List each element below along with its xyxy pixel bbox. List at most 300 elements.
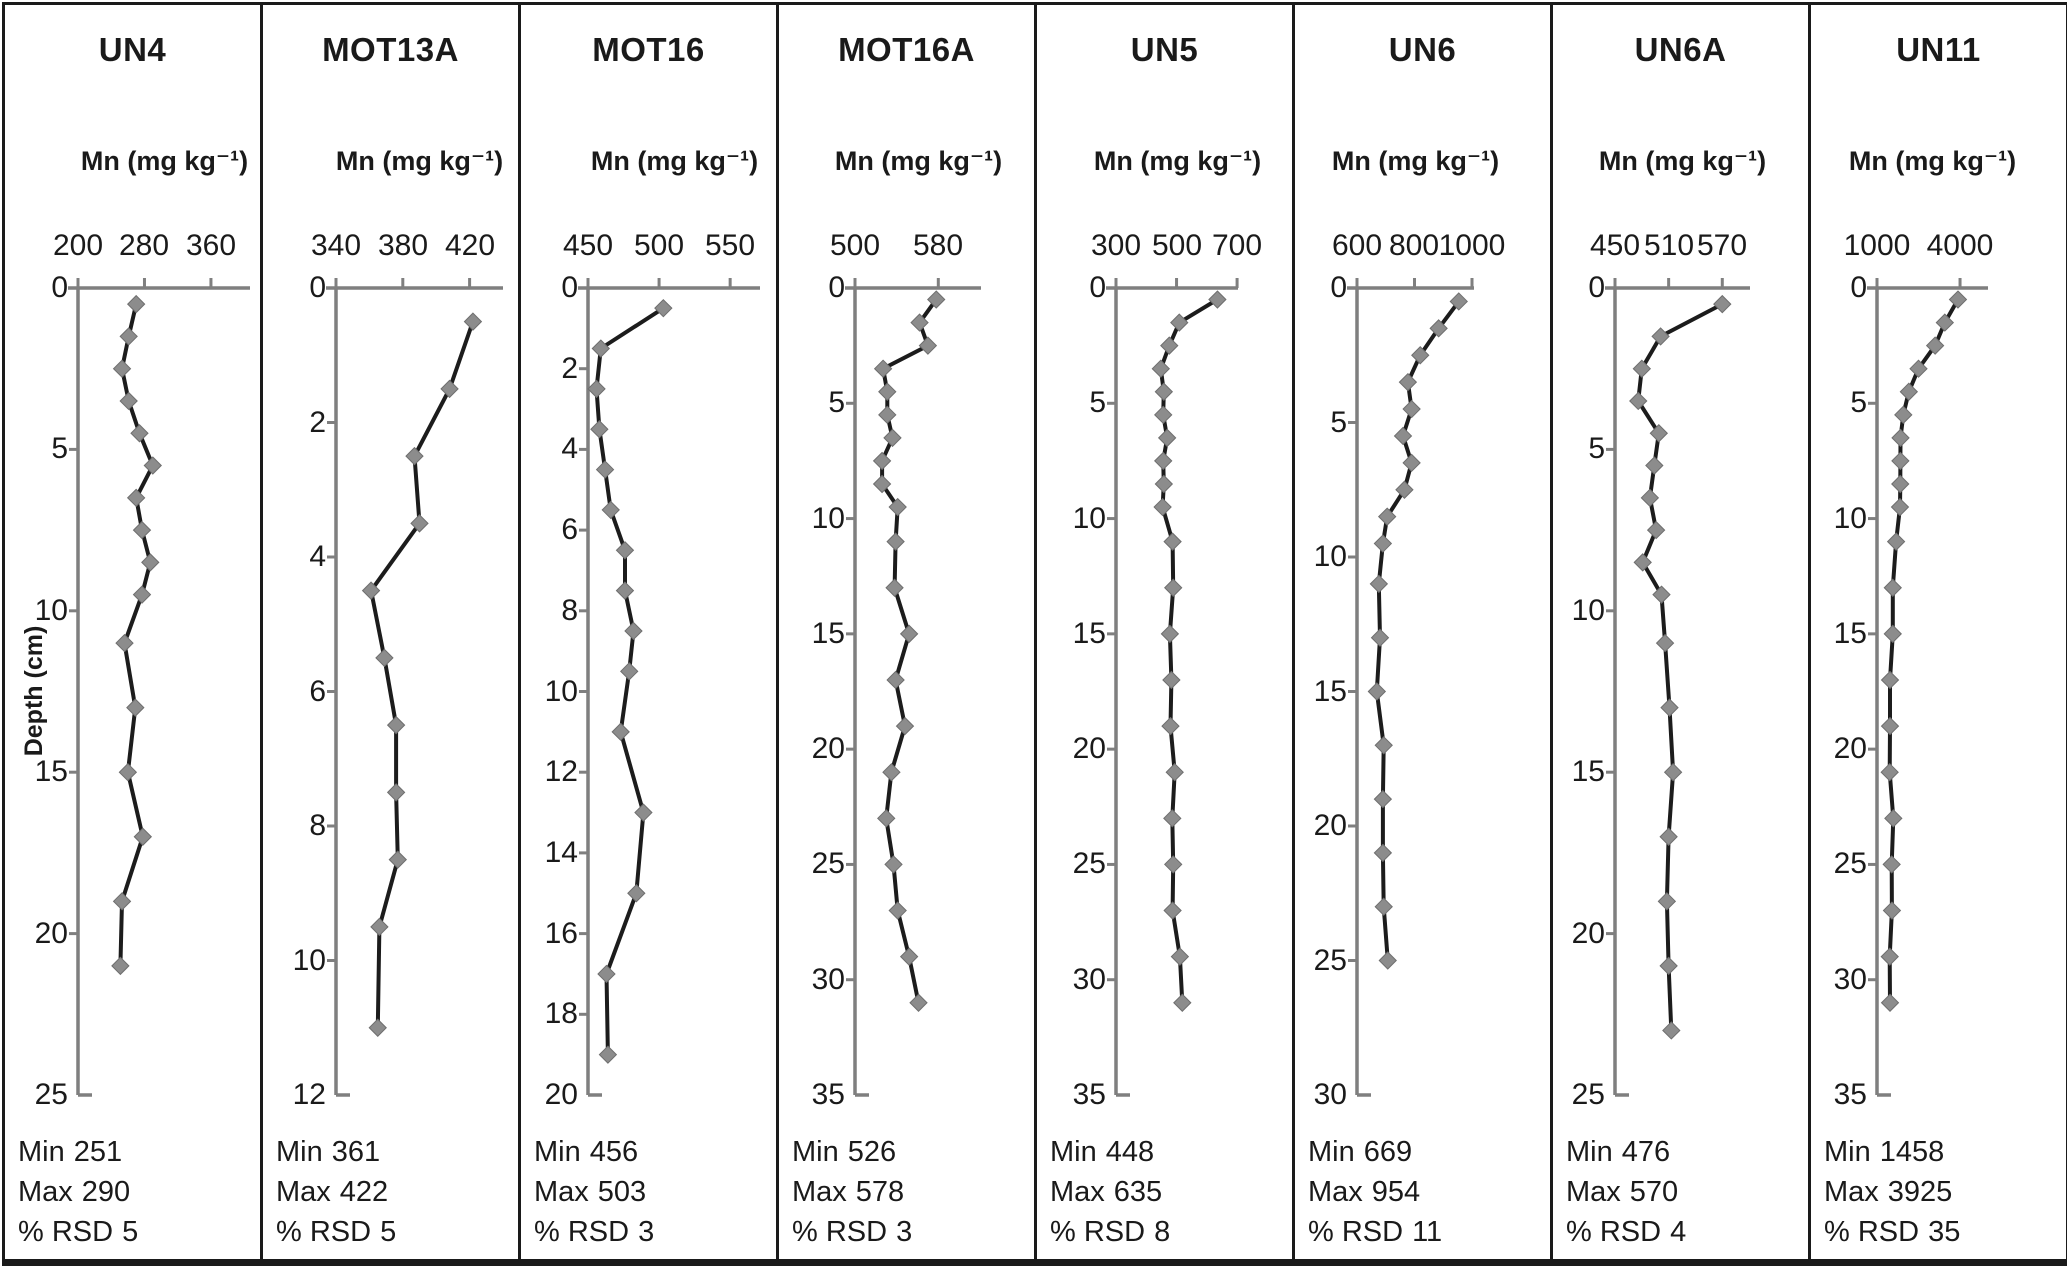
data-point-marker [1375,737,1392,754]
stat-rsd [792,1212,912,1252]
panel-title: UN11 [1896,31,1981,68]
x-tick-label: 340 [310,229,362,262]
y-tick-label: 12 [544,755,578,788]
stats-block [1824,1132,1960,1252]
stat-min-label: Min [276,1136,323,1168]
stat-rsd [1566,1212,1686,1252]
stats-block [792,1132,912,1252]
data-point-marker [1163,671,1180,688]
data-point-marker [1374,791,1391,808]
stat-rsd-value: 35 [1928,1216,1961,1248]
stat-min [1308,1132,1442,1172]
data-point-marker [120,328,137,345]
stat-rsd [1050,1212,1170,1252]
stat-min [276,1132,396,1172]
data-point-marker [1883,856,1900,873]
data-point-marker [1883,902,1900,919]
x-tick-label: 420 [444,229,496,262]
data-point-marker [127,699,144,716]
data-point-marker [1164,902,1181,919]
y-tick-label: 20 [544,1078,578,1111]
stat-max-value: 578 [855,1176,905,1208]
stats-block [1050,1132,1170,1252]
mn-profile-line [371,322,473,1028]
y-tick-label: 20 [1833,732,1867,765]
data-point-marker [1895,406,1912,423]
stat-rsd-label: % RSD [276,1216,372,1248]
y-tick-label: 30 [811,963,845,996]
y-tick-label: 5 [51,432,68,465]
y-tick-label: 25 [811,847,845,880]
data-point-marker [1164,533,1181,550]
data-point-marker [1661,699,1678,716]
stat-rsd-value: 5 [380,1216,397,1248]
stat-rsd-value: 5 [122,1216,139,1248]
x-axis-label: Mn (mg kg⁻¹) [590,146,759,176]
data-point-marker [388,784,405,801]
data-point-marker [1648,522,1665,539]
panel-title: MOT16 [592,31,705,68]
stat-rsd [1308,1212,1442,1252]
data-point-marker [371,918,388,935]
panel-title: UN6 [1388,31,1457,68]
panel-title: UN6A [1634,31,1727,68]
data-point-marker [1660,828,1677,845]
panel-title: MOT16A [838,31,975,68]
y-tick-label: 20 [1313,809,1347,842]
stat-rsd-label: % RSD [534,1216,630,1248]
data-point-marker [1374,535,1391,552]
data-point-marker [621,663,638,680]
stat-rsd-value: 11 [1412,1216,1443,1248]
x-tick-label: 500 [633,229,685,262]
x-axis-label: Mn (mg kg⁻¹) [1598,146,1767,176]
stat-rsd [1824,1212,1960,1252]
y-tick-label: 25 [1571,1078,1605,1111]
stat-min-label: Min [534,1136,581,1168]
data-point-marker [1165,856,1182,873]
data-point-marker [119,764,136,781]
x-tick-label: 800 [1388,229,1440,262]
data-point-marker [1161,625,1178,642]
stat-max-value: 422 [339,1176,389,1208]
stat-max-value: 635 [1113,1176,1163,1208]
stat-rsd [276,1212,396,1252]
data-point-marker [883,764,900,781]
y-tick-label: 0 [1330,271,1347,304]
stat-max-label: Max [1824,1176,1879,1208]
data-point-marker [1658,893,1675,910]
x-axis-label: Mn (mg kg⁻¹) [1848,146,2017,176]
depth-profile-chart [521,5,776,1259]
stat-rsd-label: % RSD [1824,1216,1920,1248]
stat-max [276,1172,396,1212]
stat-min-label: Min [1308,1136,1355,1168]
data-point-marker [1888,533,1905,550]
stat-max [1308,1172,1442,1212]
x-axis-label: Mn (mg kg⁻¹) [1093,146,1262,176]
stat-max [1050,1172,1170,1212]
data-point-marker [114,360,131,377]
data-point-marker [112,957,129,974]
panel-MOT13A [263,5,521,1259]
x-axis-label: Mn (mg kg⁻¹) [834,146,1003,176]
depth-profile-chart [1295,5,1550,1259]
y-tick-label: 0 [1850,271,1867,304]
stat-rsd-value: 3 [638,1216,655,1248]
data-point-marker [591,421,608,438]
x-axis-label: Mn (mg kg⁻¹) [335,146,504,176]
y-tick-label: 8 [309,809,326,842]
y-tick-label: 10 [811,502,845,535]
data-point-marker [133,522,150,539]
y-tick-label: 20 [34,917,68,950]
x-tick-label: 280 [118,229,170,262]
data-point-marker [1171,314,1188,331]
stat-max-value: 290 [81,1176,131,1208]
data-point-marker [134,828,151,845]
data-point-marker [1892,475,1909,492]
data-point-marker [1375,898,1392,915]
y-tick-label: 2 [561,352,578,385]
data-point-marker [1936,314,1953,331]
data-point-marker [1882,718,1899,735]
data-point-marker [875,360,892,377]
stat-min-value: 669 [1363,1136,1413,1168]
mn-profile-line [1161,300,1218,1003]
data-point-marker [1161,337,1178,354]
x-tick-label: 300 [1090,229,1142,262]
data-point-marker [1162,718,1179,735]
stat-min-label: Min [1566,1136,1613,1168]
data-point-marker [616,582,633,599]
data-point-marker [886,579,903,596]
x-tick-label: 500 [1151,229,1203,262]
data-point-marker [1394,427,1411,444]
x-axis-label: Mn (mg kg⁻¹) [80,146,249,176]
stat-min [18,1132,138,1172]
stat-rsd [534,1212,654,1252]
data-point-marker [1660,957,1677,974]
stat-rsd-label: % RSD [792,1216,888,1248]
stats-block [18,1132,138,1252]
stat-min-value: 456 [589,1136,639,1168]
stat-rsd-label: % RSD [1050,1216,1146,1248]
stat-rsd [18,1212,138,1252]
data-point-marker [128,489,145,506]
data-point-marker [884,429,901,446]
y-tick-label: 4 [309,540,326,573]
panel-UN4 [5,5,263,1259]
data-point-marker [879,406,896,423]
y-tick-label: 10 [544,675,578,708]
y-tick-label: 16 [544,917,578,950]
y-tick-label: 35 [1833,1078,1867,1111]
data-point-marker [1165,579,1182,596]
depth-profile-chart [5,5,260,1259]
stat-rsd-value: 4 [1670,1216,1687,1248]
data-point-marker [1174,994,1191,1011]
y-tick-label: 6 [309,675,326,708]
data-point-marker [1884,625,1901,642]
stat-max [534,1172,654,1212]
y-tick-label: 5 [828,386,845,419]
y-tick-label: 10 [34,594,68,627]
stat-max-value: 954 [1371,1176,1421,1208]
data-point-marker [1159,429,1176,446]
panel-title: MOT13A [322,31,459,68]
stat-min [1050,1132,1170,1172]
mn-depth-profiles-figure [2,2,2067,1266]
y-tick-label: 20 [1072,732,1106,765]
data-point-marker [625,622,642,639]
data-point-marker [1379,952,1396,969]
mn-profile-line [597,308,664,1054]
data-point-marker [1885,810,1902,827]
y-axis-label: Depth (cm) [20,625,48,757]
data-point-marker [1646,457,1663,474]
data-point-marker [1152,360,1169,377]
stat-min [534,1132,654,1172]
stat-max-value: 570 [1629,1176,1679,1208]
data-point-marker [144,457,161,474]
x-tick-label: 450 [562,229,614,262]
data-point-marker [1891,499,1908,516]
data-point-marker [1714,296,1731,313]
stats-block [1308,1132,1442,1252]
y-tick-label: 2 [309,406,326,439]
y-tick-label: 12 [292,1078,326,1111]
stat-rsd-value: 3 [896,1216,913,1248]
x-tick-label: 550 [704,229,756,262]
data-point-marker [120,392,137,409]
x-tick-label: 500 [829,229,881,262]
y-tick-label: 5 [1330,406,1347,439]
data-point-marker [1634,554,1651,571]
data-point-marker [1665,764,1682,781]
y-tick-label: 20 [811,732,845,765]
data-point-marker [1155,475,1172,492]
data-point-marker [1653,586,1670,603]
data-point-marker [1657,635,1674,652]
depth-profile-chart [1553,5,1808,1259]
data-point-marker [1154,499,1171,516]
panel-MOT16 [521,5,779,1259]
stats-block [534,1132,654,1252]
stat-rsd-label: % RSD [18,1216,114,1248]
data-point-marker [889,902,906,919]
y-tick-label: 30 [1313,1078,1347,1111]
stat-min [1566,1132,1686,1172]
y-tick-label: 10 [1833,502,1867,535]
data-point-marker [885,856,902,873]
y-tick-label: 10 [1072,502,1106,535]
data-point-marker [878,810,895,827]
data-point-marker [114,893,131,910]
data-point-marker [901,625,918,642]
data-point-marker [1370,575,1387,592]
y-tick-label: 10 [1313,540,1347,573]
y-tick-label: 35 [811,1078,845,1111]
y-tick-label: 0 [828,271,845,304]
stat-max-label: Max [1050,1176,1105,1208]
data-point-marker [874,452,891,469]
y-tick-label: 25 [1313,944,1347,977]
data-point-marker [1403,454,1420,471]
data-point-marker [389,851,406,868]
stat-max [18,1172,138,1212]
x-tick-label: 360 [185,229,237,262]
x-tick-label: 510 [1643,229,1695,262]
stat-max-label: Max [534,1176,589,1208]
data-point-marker [919,337,936,354]
stat-max-label: Max [792,1176,847,1208]
data-point-marker [133,586,150,603]
stat-min [1824,1132,1960,1172]
stat-max [1824,1172,1960,1212]
data-point-marker [1881,948,1898,965]
y-tick-label: 15 [1072,617,1106,650]
y-tick-label: 0 [561,271,578,304]
y-tick-label: 0 [1089,271,1106,304]
data-point-marker [1209,291,1226,308]
stat-min-label: Min [18,1136,65,1168]
stat-min-value: 526 [847,1136,897,1168]
stat-rsd-label: % RSD [1566,1216,1662,1248]
x-tick-label: 1000 [1843,229,1911,262]
x-tick-label: 450 [1589,229,1641,262]
data-point-marker [598,965,615,982]
depth-profile-chart [263,5,518,1259]
data-point-marker [1900,383,1917,400]
data-point-marker [388,717,405,734]
y-tick-label: 20 [1571,917,1605,950]
y-tick-label: 0 [51,271,68,304]
panel-title: UN4 [98,31,167,68]
y-tick-label: 15 [1313,675,1347,708]
data-point-marker [1164,810,1181,827]
data-point-marker [406,448,423,465]
y-tick-label: 18 [544,997,578,1030]
mn-profile-line [1638,304,1722,1030]
x-tick-label: 4000 [1926,229,1994,262]
stat-min-label: Min [792,1136,839,1168]
data-point-marker [901,948,918,965]
x-tick-label: 380 [377,229,429,262]
y-tick-label: 5 [1588,432,1605,465]
stat-rsd-label: % RSD [1308,1216,1404,1248]
data-point-marker [1403,401,1420,418]
y-tick-label: 5 [1089,386,1106,419]
data-point-marker [464,313,481,330]
stat-min-value: 251 [73,1136,123,1168]
y-tick-label: 0 [1588,271,1605,304]
y-tick-label: 25 [34,1078,68,1111]
data-point-marker [1371,629,1388,646]
y-tick-label: 35 [1072,1078,1106,1111]
data-point-marker [1882,671,1899,688]
data-point-marker [588,380,605,397]
panel-UN5 [1037,5,1295,1259]
data-point-marker [1171,948,1188,965]
stat-min [792,1132,912,1172]
stat-min-label: Min [1050,1136,1097,1168]
stat-min-value: 1458 [1879,1136,1945,1168]
data-point-marker [1399,374,1416,391]
mn-profile-line [1890,300,1958,1003]
data-point-marker [612,723,629,740]
data-point-marker [635,804,652,821]
data-point-marker [1892,429,1909,446]
data-point-marker [1633,360,1650,377]
stat-min-value: 361 [331,1136,381,1168]
data-point-marker [1166,764,1183,781]
stats-block [276,1132,396,1252]
y-tick-label: 25 [1072,847,1106,880]
data-point-marker [1368,683,1385,700]
panel-UN11 [1811,5,2066,1259]
stat-max-label: Max [18,1176,73,1208]
x-tick-label: 700 [1211,229,1263,262]
y-tick-label: 0 [309,271,326,304]
stat-max-label: Max [1308,1176,1363,1208]
data-point-marker [1155,406,1172,423]
data-point-marker [1882,994,1899,1011]
y-tick-label: 6 [561,513,578,546]
data-point-marker [1881,764,1898,781]
data-point-marker [116,635,133,652]
data-point-marker [1663,1022,1680,1039]
stat-min-value: 448 [1105,1136,1155,1168]
y-tick-label: 5 [1850,386,1867,419]
data-point-marker [628,885,645,902]
x-tick-label: 200 [52,229,104,262]
y-tick-label: 25 [1833,847,1867,880]
stat-max-label: Max [1566,1176,1621,1208]
data-point-marker [369,1019,386,1036]
data-point-marker [599,1046,616,1063]
y-tick-label: 4 [561,432,578,465]
data-point-marker [1641,489,1658,506]
y-tick-label: 14 [544,836,578,869]
stat-min-label: Min [1824,1136,1871,1168]
stat-max-value: 3925 [1887,1176,1953,1208]
data-point-marker [1884,579,1901,596]
x-tick-label: 570 [1696,229,1748,262]
y-tick-label: 8 [561,594,578,627]
mn-profile-line [1377,301,1459,960]
data-point-marker [1652,328,1669,345]
y-tick-label: 15 [811,617,845,650]
y-tick-label: 15 [1833,617,1867,650]
data-point-marker [131,425,148,442]
data-point-marker [602,501,619,518]
y-tick-label: 30 [1072,963,1106,996]
x-axis-label: Mn (mg kg⁻¹) [1331,146,1500,176]
stats-block [1566,1132,1686,1252]
data-point-marker [1892,452,1909,469]
data-point-marker [441,380,458,397]
data-point-marker [597,461,614,478]
panel-title: UN5 [1130,31,1199,68]
panel-UN6 [1295,5,1553,1259]
stat-min-value: 476 [1621,1136,1671,1168]
data-point-marker [910,994,927,1011]
data-point-marker [887,671,904,688]
data-point-marker [376,649,393,666]
stat-max-label: Max [276,1176,331,1208]
stat-max-value: 503 [597,1176,647,1208]
